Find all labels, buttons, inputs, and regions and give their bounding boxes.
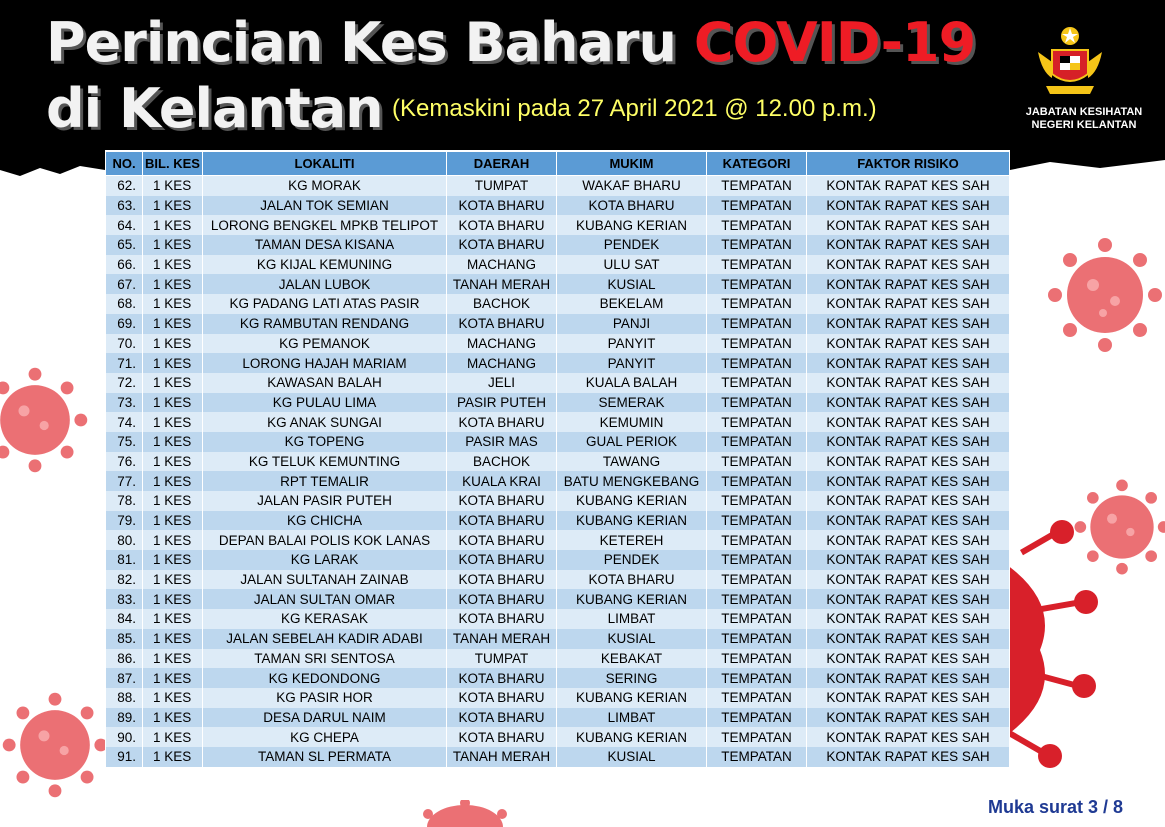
table-row [106,393,1010,413]
table-row [106,570,1010,590]
agency-name [1010,106,1158,132]
page-title-line2: di Kelantan [46,77,383,140]
table-row [106,255,1010,275]
cell-daerah: KOTA BHARU [447,511,557,531]
cell-no: 90. [106,727,143,747]
cell-lokaliti: KG PASIR HOR [203,688,447,708]
cell-bil-kes: 1 KES [143,471,203,491]
cell-lokaliti: KG RAMBUTAN RENDANG [203,314,447,334]
cell-no: 65. [106,235,143,255]
col-header-daerah: DAERAH [447,152,557,176]
table-row [106,334,1010,354]
cell-no: 73. [106,393,143,413]
cell-faktor-risiko: KONTAK RAPAT KES SAH [807,649,1010,669]
table-row [106,688,1010,708]
table-row [106,314,1010,334]
cell-mukim: KUBANG KERIAN [557,727,707,747]
cell-kategori: TEMPATAN [707,727,807,747]
cell-kategori: TEMPATAN [707,570,807,590]
cell-kategori: TEMPATAN [707,314,807,334]
cell-faktor-risiko: KONTAK RAPAT KES SAH [807,353,1010,373]
cell-faktor-risiko: KONTAK RAPAT KES SAH [807,491,1010,511]
cell-faktor-risiko: KONTAK RAPAT KES SAH [807,452,1010,472]
cell-no: 75. [106,432,143,452]
cell-daerah: KOTA BHARU [447,609,557,629]
table-row [106,708,1010,728]
table-row [106,491,1010,511]
cell-faktor-risiko: KONTAK RAPAT KES SAH [807,432,1010,452]
cell-kategori: TEMPATAN [707,688,807,708]
table-row [106,274,1010,294]
cell-lokaliti: JALAN PASIR PUTEH [203,491,447,511]
cell-mukim: KUSIAL [557,629,707,649]
table-row [106,373,1010,393]
cell-faktor-risiko: KONTAK RAPAT KES SAH [807,609,1010,629]
cell-faktor-risiko: KONTAK RAPAT KES SAH [807,215,1010,235]
agency-line2: NEGERI KELANTAN [1031,119,1137,131]
cell-mukim: SERING [557,668,707,688]
cell-bil-kes: 1 KES [143,196,203,216]
cell-faktor-risiko: KONTAK RAPAT KES SAH [807,747,1010,767]
table-row [106,471,1010,491]
table-row [106,550,1010,570]
cell-daerah: MACHANG [447,334,557,354]
cell-mukim: KUBANG KERIAN [557,688,707,708]
cell-bil-kes: 1 KES [143,609,203,629]
cell-kategori: TEMPATAN [707,255,807,275]
cell-daerah: KOTA BHARU [447,491,557,511]
cell-daerah: KOTA BHARU [447,530,557,550]
cell-no: 64. [106,215,143,235]
cell-kategori: TEMPATAN [707,176,807,196]
cell-bil-kes: 1 KES [143,255,203,275]
table-row [106,511,1010,531]
cell-faktor-risiko: KONTAK RAPAT KES SAH [807,196,1010,216]
cell-kategori: TEMPATAN [707,589,807,609]
cell-faktor-risiko: KONTAK RAPAT KES SAH [807,294,1010,314]
cell-kategori: TEMPATAN [707,668,807,688]
cell-kategori: TEMPATAN [707,550,807,570]
cell-daerah: TUMPAT [447,176,557,196]
col-header-bil-kes: BIL. KES [143,152,203,176]
cell-bil-kes: 1 KES [143,649,203,669]
cell-no: 67. [106,274,143,294]
col-header-faktor-risiko: FAKTOR RISIKO [807,152,1010,176]
cell-bil-kes: 1 KES [143,452,203,472]
table-header-row [106,152,1010,176]
cell-no: 77. [106,471,143,491]
cell-faktor-risiko: KONTAK RAPAT KES SAH [807,334,1010,354]
cell-no: 91. [106,747,143,767]
cell-no: 70. [106,334,143,354]
cell-no: 63. [106,196,143,216]
cell-mukim: KUBANG KERIAN [557,215,707,235]
cell-faktor-risiko: KONTAK RAPAT KES SAH [807,235,1010,255]
cases-table-container [105,151,1009,767]
cell-no: 78. [106,491,143,511]
cell-faktor-risiko: KONTAK RAPAT KES SAH [807,668,1010,688]
cell-mukim: KETEREH [557,530,707,550]
cell-mukim: KEBAKAT [557,649,707,669]
table-row [106,294,1010,314]
cell-bil-kes: 1 KES [143,688,203,708]
cell-faktor-risiko: KONTAK RAPAT KES SAH [807,373,1010,393]
cell-kategori: TEMPATAN [707,491,807,511]
table-row [106,452,1010,472]
cell-daerah: KUALA KRAI [447,471,557,491]
cell-kategori: TEMPATAN [707,353,807,373]
cell-no: 76. [106,452,143,472]
cell-bil-kes: 1 KES [143,747,203,767]
cell-daerah: BACHOK [447,294,557,314]
cell-daerah: PASIR PUTEH [447,393,557,413]
cell-bil-kes: 1 KES [143,294,203,314]
table-body [106,176,1010,767]
cell-mukim: KUBANG KERIAN [557,589,707,609]
table-row [106,432,1010,452]
cell-bil-kes: 1 KES [143,274,203,294]
virus-icon [420,800,510,827]
cell-kategori: TEMPATAN [707,511,807,531]
cell-mukim: PANJI [557,314,707,334]
table-row [106,649,1010,669]
cell-daerah: KOTA BHARU [447,727,557,747]
cell-lokaliti: KG KERASAK [203,609,447,629]
cell-faktor-risiko: KONTAK RAPAT KES SAH [807,274,1010,294]
cell-mukim: BEKELAM [557,294,707,314]
cell-no: 66. [106,255,143,275]
cell-no: 82. [106,570,143,590]
cell-faktor-risiko: KONTAK RAPAT KES SAH [807,570,1010,590]
table-row [106,727,1010,747]
cell-daerah: TANAH MERAH [447,274,557,294]
cell-bil-kes: 1 KES [143,727,203,747]
cell-lokaliti: JALAN LUBOK [203,274,447,294]
cell-no: 74. [106,412,143,432]
cell-daerah: PASIR MAS [447,432,557,452]
cell-mukim: WAKAF BHARU [557,176,707,196]
cell-bil-kes: 1 KES [143,530,203,550]
cell-bil-kes: 1 KES [143,570,203,590]
cell-daerah: KOTA BHARU [447,196,557,216]
cell-no: 87. [106,668,143,688]
cell-mukim: GUAL PERIOK [557,432,707,452]
cell-no: 69. [106,314,143,334]
cell-faktor-risiko: KONTAK RAPAT KES SAH [807,176,1010,196]
cell-daerah: BACHOK [447,452,557,472]
cell-daerah: KOTA BHARU [447,314,557,334]
table-row [106,353,1010,373]
col-header-no: NO. [106,152,143,176]
cell-bil-kes: 1 KES [143,668,203,688]
cell-lokaliti: TAMAN SL PERMATA [203,747,447,767]
cell-lokaliti: KG PEMANOK [203,334,447,354]
cell-mukim: KOTA BHARU [557,196,707,216]
cell-lokaliti: KG CHICHA [203,511,447,531]
cell-daerah: KOTA BHARU [447,412,557,432]
cell-daerah: KOTA BHARU [447,589,557,609]
cell-bil-kes: 1 KES [143,589,203,609]
table-row [106,235,1010,255]
cell-faktor-risiko: KONTAK RAPAT KES SAH [807,727,1010,747]
page-title [46,12,975,74]
cell-faktor-risiko: KONTAK RAPAT KES SAH [807,688,1010,708]
cell-kategori: TEMPATAN [707,196,807,216]
cell-faktor-risiko: KONTAK RAPAT KES SAH [807,629,1010,649]
cell-daerah: MACHANG [447,255,557,275]
cell-mukim: KOTA BHARU [557,570,707,590]
cell-kategori: TEMPATAN [707,471,807,491]
cell-kategori: TEMPATAN [707,235,807,255]
cell-mukim: PENDEK [557,235,707,255]
cell-faktor-risiko: KONTAK RAPAT KES SAH [807,471,1010,491]
cell-faktor-risiko: KONTAK RAPAT KES SAH [807,511,1010,531]
cell-kategori: TEMPATAN [707,215,807,235]
cell-daerah: MACHANG [447,353,557,373]
cell-kategori: TEMPATAN [707,432,807,452]
cell-kategori: TEMPATAN [707,530,807,550]
cell-lokaliti: DESA DARUL NAIM [203,708,447,728]
cell-lokaliti: KG ANAK SUNGAI [203,412,447,432]
cell-no: 80. [106,530,143,550]
cell-mukim: ULU SAT [557,255,707,275]
page-number: Muka surat 3 / 8 [988,797,1124,817]
cell-bil-kes: 1 KES [143,353,203,373]
cell-daerah: KOTA BHARU [447,688,557,708]
cell-bil-kes: 1 KES [143,550,203,570]
cell-bil-kes: 1 KES [143,412,203,432]
cell-kategori: TEMPATAN [707,274,807,294]
cell-lokaliti: KG MORAK [203,176,447,196]
virus-icon [0,690,110,800]
cell-no: 89. [106,708,143,728]
cell-daerah: KOTA BHARU [447,235,557,255]
title-accent-covid: COVID-19 [693,11,976,74]
cell-lokaliti: KG CHEPA [203,727,447,747]
col-header-kategori: KATEGORI [707,152,807,176]
cell-mukim: LIMBAT [557,708,707,728]
cell-faktor-risiko: KONTAK RAPAT KES SAH [807,708,1010,728]
cell-daerah: KOTA BHARU [447,550,557,570]
cell-daerah: KOTA BHARU [447,570,557,590]
cell-bil-kes: 1 KES [143,215,203,235]
cell-mukim: PANYIT [557,334,707,354]
table-row [106,176,1010,196]
cell-no: 88. [106,688,143,708]
cell-lokaliti: LORONG HAJAH MARIAM [203,353,447,373]
cell-daerah: KOTA BHARU [447,215,557,235]
cell-lokaliti: KG TOPENG [203,432,447,452]
cell-lokaliti: KG KEDONDONG [203,668,447,688]
cell-bil-kes: 1 KES [143,629,203,649]
table-row [106,412,1010,432]
cell-lokaliti: JALAN SULTANAH ZAINAB [203,570,447,590]
table-row [106,747,1010,767]
cell-faktor-risiko: KONTAK RAPAT KES SAH [807,550,1010,570]
cell-kategori: TEMPATAN [707,294,807,314]
cell-mukim: KEMUMIN [557,412,707,432]
table-row [106,609,1010,629]
cell-bil-kes: 1 KES [143,314,203,334]
cell-kategori: TEMPATAN [707,334,807,354]
cell-daerah: JELI [447,373,557,393]
cell-kategori: TEMPATAN [707,412,807,432]
cell-mukim: TAWANG [557,452,707,472]
cell-daerah: TANAH MERAH [447,629,557,649]
cell-daerah: TANAH MERAH [447,747,557,767]
cell-bil-kes: 1 KES [143,491,203,511]
cell-bil-kes: 1 KES [143,511,203,531]
cell-no: 81. [106,550,143,570]
table-row [106,589,1010,609]
cell-no: 86. [106,649,143,669]
cell-mukim: KUSIAL [557,274,707,294]
cell-lokaliti: KG KIJAL KEMUNING [203,255,447,275]
cell-lokaliti: JALAN SULTAN OMAR [203,589,447,609]
cell-mukim: PENDEK [557,550,707,570]
cell-mukim: KUBANG KERIAN [557,491,707,511]
cell-mukim: KUBANG KERIAN [557,511,707,531]
cell-kategori: TEMPATAN [707,393,807,413]
cell-faktor-risiko: KONTAK RAPAT KES SAH [807,255,1010,275]
cell-lokaliti: KG PADANG LATI ATAS PASIR [203,294,447,314]
cell-no: 71. [106,353,143,373]
cell-mukim: SEMERAK [557,393,707,413]
cell-lokaliti: TAMAN DESA KISANA [203,235,447,255]
cell-kategori: TEMPATAN [707,747,807,767]
table-row [106,196,1010,216]
cell-mukim: BATU MENGKEBANG [557,471,707,491]
cell-lokaliti: KG LARAK [203,550,447,570]
cell-mukim: KUALA BALAH [557,373,707,393]
cell-no: 83. [106,589,143,609]
cell-no: 79. [106,511,143,531]
cell-faktor-risiko: KONTAK RAPAT KES SAH [807,589,1010,609]
cell-lokaliti: KG PULAU LIMA [203,393,447,413]
cell-faktor-risiko: KONTAK RAPAT KES SAH [807,412,1010,432]
cell-lokaliti: KG TELUK KEMUNTING [203,452,447,472]
cell-faktor-risiko: KONTAK RAPAT KES SAH [807,530,1010,550]
cell-daerah: TUMPAT [447,649,557,669]
table-row [106,215,1010,235]
cell-bil-kes: 1 KES [143,393,203,413]
cell-no: 72. [106,373,143,393]
cell-no: 85. [106,629,143,649]
cell-mukim: PANYIT [557,353,707,373]
cell-lokaliti: TAMAN SRI SENTOSA [203,649,447,669]
cases-table [105,151,1010,767]
col-header-mukim: MUKIM [557,152,707,176]
cell-no: 62. [106,176,143,196]
cell-lokaliti: DEPAN BALAI POLIS KOK LANAS [203,530,447,550]
table-row [106,530,1010,550]
cell-daerah: KOTA BHARU [447,708,557,728]
cell-lokaliti: LORONG BENGKEL MPKB TELIPOT [203,215,447,235]
cell-bil-kes: 1 KES [143,708,203,728]
update-timestamp: (Kemaskini pada 27 April 2021 @ 12.00 p.m.) [392,95,877,122]
cell-lokaliti: JALAN TOK SEMIAN [203,196,447,216]
cell-daerah: KOTA BHARU [447,668,557,688]
cell-kategori: TEMPATAN [707,629,807,649]
cell-kategori: TEMPATAN [707,649,807,669]
cell-kategori: TEMPATAN [707,373,807,393]
cell-no: 84. [106,609,143,629]
cell-mukim: KUSIAL [557,747,707,767]
cell-bil-kes: 1 KES [143,176,203,196]
cell-lokaliti: RPT TEMALIR [203,471,447,491]
cell-lokaliti: KAWASAN BALAH [203,373,447,393]
virus-icon [1045,235,1165,355]
cell-kategori: TEMPATAN [707,609,807,629]
agency-line1: JABATAN KESIHATAN [1025,106,1143,118]
virus-icon [0,365,90,475]
cell-bil-kes: 1 KES [143,235,203,255]
cell-no: 68. [106,294,143,314]
coat-of-arms-icon [1030,22,1110,102]
cell-bil-kes: 1 KES [143,432,203,452]
cell-faktor-risiko: KONTAK RAPAT KES SAH [807,393,1010,413]
table-row [106,668,1010,688]
cell-faktor-risiko: KONTAK RAPAT KES SAH [807,314,1010,334]
title-text: Perincian Kes Baharu [46,11,677,74]
col-header-lokaliti: LOKALITI [203,152,447,176]
cell-mukim: LIMBAT [557,609,707,629]
cell-bil-kes: 1 KES [143,373,203,393]
cell-lokaliti: JALAN SEBELAH KADIR ADABI [203,629,447,649]
table-row [106,629,1010,649]
cell-kategori: TEMPATAN [707,708,807,728]
cell-bil-kes: 1 KES [143,334,203,354]
virus-large-icon [1000,520,1110,780]
cell-kategori: TEMPATAN [707,452,807,472]
